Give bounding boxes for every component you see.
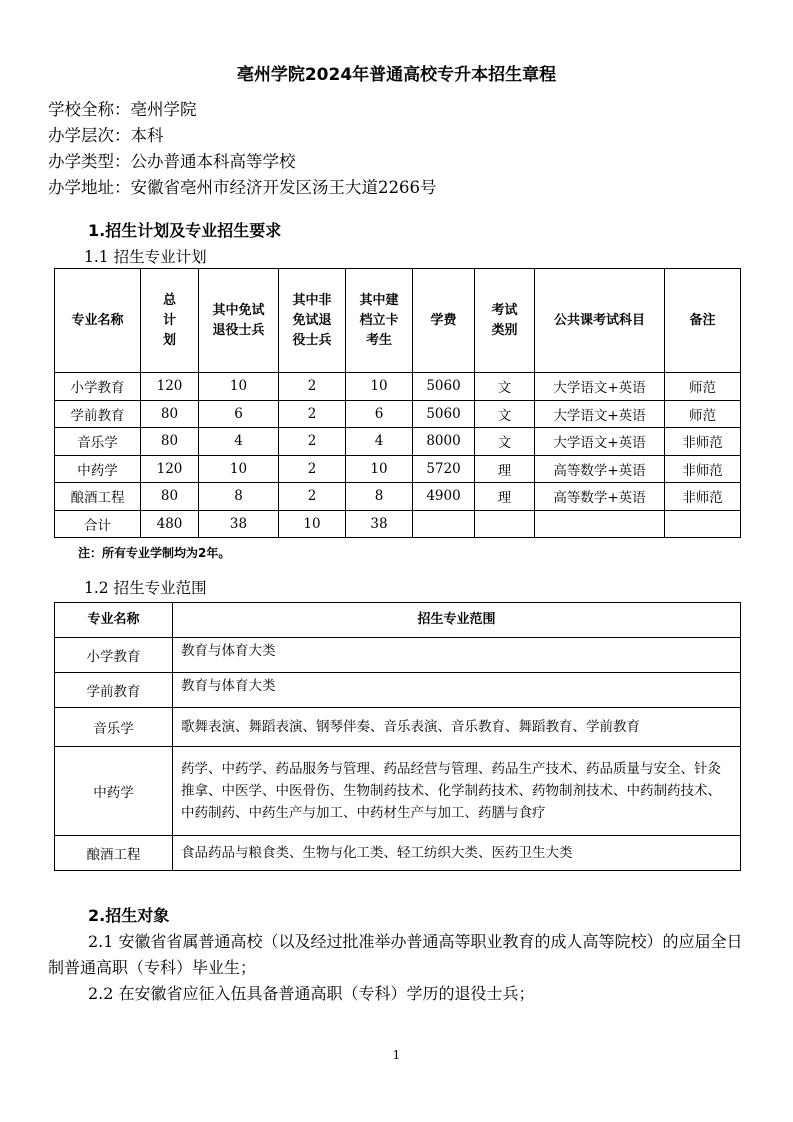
plan-cell: 8: [199, 483, 279, 511]
plan-cell: 6: [346, 400, 413, 428]
plan-header-cell: 备注: [665, 269, 741, 373]
table-row: [55, 483, 741, 511]
range-header-cell: 专业名称: [55, 603, 173, 638]
section1-2-heading: 1.2 招生专业范围: [84, 579, 207, 597]
plan-cell: 2: [279, 373, 346, 401]
section2-heading: 2.招生对象: [88, 906, 170, 925]
school-info: [48, 97, 437, 201]
enrollment-range-table: [54, 602, 741, 871]
plan-cell: 酿酒工程: [55, 483, 141, 511]
range-major-cell: 学前教育: [55, 673, 173, 708]
table-row: [55, 373, 741, 401]
plan-cell: 音乐学: [55, 428, 141, 456]
plan-cell: 8000: [413, 428, 475, 456]
table-row: [55, 708, 741, 747]
plan-cell: 4900: [413, 483, 475, 511]
table-row: [55, 428, 741, 456]
plan-header-cell: 其中免试 退役士兵: [199, 269, 279, 373]
info-full-name: 学校全称：亳州学院: [48, 100, 197, 119]
plan-header-cell: 学费: [413, 269, 475, 373]
table-row: [55, 638, 741, 673]
plan-header-cell: 公共课考试科目: [535, 269, 665, 373]
plan-cell: 38: [346, 510, 413, 538]
plan-cell: 80: [141, 428, 199, 456]
range-major-cell: 小学教育: [55, 638, 173, 673]
info-level: 办学层次：本科: [48, 126, 164, 145]
table-row: [55, 836, 741, 871]
info-type: 办学类型：公办普通本科高等学校: [48, 152, 296, 171]
plan-header-cell: 其中建 档立卡 考生: [346, 269, 413, 373]
plan-note: 注：所有专业学制均为2年。: [78, 546, 231, 560]
plan-cell: 10: [346, 373, 413, 401]
plan-cell: 2: [279, 455, 346, 483]
plan-cell: 大学语文+英语: [535, 428, 665, 456]
plan-header-cell: 考试 类别: [475, 269, 535, 373]
info-address: 办学地址：安徽省亳州市经济开发区汤王大道2266号: [48, 178, 437, 197]
plan-cell: 5060: [413, 400, 475, 428]
table-row: [55, 400, 741, 428]
section1-1-heading: 1.1 招生专业计划: [84, 248, 207, 266]
plan-header-cell: 其中非 免试退 役士兵: [279, 269, 346, 373]
plan-cell: 5720: [413, 455, 475, 483]
section1-heading: 1.招生计划及专业招生要求: [88, 221, 282, 240]
plan-cell: 120: [141, 455, 199, 483]
plan-cell: 文: [475, 400, 535, 428]
page-title: 亳州学院2024年普通高校专升本招生章程: [236, 65, 557, 85]
range-major-cell: 中药学: [55, 747, 173, 836]
plan-header-cell: 总 计 划: [141, 269, 199, 373]
plan-cell: [413, 510, 475, 538]
plan-cell: 学前教育: [55, 400, 141, 428]
plan-cell: 理: [475, 455, 535, 483]
range-scope-cell: 食品药品与粮食类、生物与化工类、轻工纺织大类、医药卫生大类: [173, 836, 741, 871]
plan-cell: 2: [279, 483, 346, 511]
plan-cell: 高等数学+英语: [535, 455, 665, 483]
range-major-cell: 酿酒工程: [55, 836, 173, 871]
table-row: [55, 510, 741, 538]
plan-cell: 非师范: [665, 428, 741, 456]
section2-body: [48, 929, 748, 1007]
plan-cell: 非师范: [665, 455, 741, 483]
plan-cell: 文: [475, 428, 535, 456]
plan-cell: 小学教育: [55, 373, 141, 401]
plan-cell: 师范: [665, 400, 741, 428]
plan-cell: 高等数学+英语: [535, 483, 665, 511]
plan-cell: 中药学: [55, 455, 141, 483]
plan-cell: 理: [475, 483, 535, 511]
plan-cell: 480: [141, 510, 199, 538]
page-number: 1: [392, 1048, 401, 1062]
plan-cell: 80: [141, 483, 199, 511]
plan-cell: 非师范: [665, 483, 741, 511]
plan-cell: 6: [199, 400, 279, 428]
plan-cell: 文: [475, 373, 535, 401]
plan-cell: 2: [279, 428, 346, 456]
plan-cell: 5060: [413, 373, 475, 401]
plan-cell: [665, 510, 741, 538]
range-scope-cell: 教育与体育大类: [173, 673, 741, 708]
plan-cell: 120: [141, 373, 199, 401]
table-row: [55, 455, 741, 483]
plan-cell: [535, 510, 665, 538]
plan-cell: 大学语文+英语: [535, 400, 665, 428]
plan-cell: 大学语文+英语: [535, 373, 665, 401]
table-row: [55, 747, 741, 836]
plan-cell: 合计: [55, 510, 141, 538]
plan-cell: 10: [199, 373, 279, 401]
range-header-cell: 招生专业范围: [173, 603, 741, 638]
table-row: [55, 673, 741, 708]
enrollment-plan-table: [54, 268, 741, 538]
section2-paragraph-1: 2.1 安徽省省属普通高校（以及经过批准举办普通高等职业教育的成人高等院校）的应届全日制普通高职（专科）毕业生；: [48, 932, 743, 977]
plan-cell: 4: [199, 428, 279, 456]
plan-cell: [475, 510, 535, 538]
plan-cell: 4: [346, 428, 413, 456]
range-scope-cell: 药学、中药学、药品服务与管理、药品经营与管理、药品生产技术、药品质量与安全、针灸推拿、中医学、中医骨伤、生物制药技术、化学制药技术、药物制剂技术、中药制药技术、中药制药、中药生产与加工、中药材生产与加工、药膳与食疗: [173, 747, 741, 836]
plan-cell: 38: [199, 510, 279, 538]
range-scope-cell: 教育与体育大类: [173, 638, 741, 673]
plan-cell: 8: [346, 483, 413, 511]
plan-cell: 师范: [665, 373, 741, 401]
range-scope-cell: 歌舞表演、舞蹈表演、钢琴伴奏、音乐表演、音乐教育、舞蹈教育、学前教育: [173, 708, 741, 747]
range-major-cell: 音乐学: [55, 708, 173, 747]
plan-cell: 80: [141, 400, 199, 428]
plan-cell: 10: [346, 455, 413, 483]
plan-header-cell: 专业名称: [55, 269, 141, 373]
plan-cell: 10: [199, 455, 279, 483]
plan-cell: 10: [279, 510, 346, 538]
plan-cell: 2: [279, 400, 346, 428]
section2-paragraph-2: 2.2 在安徽省应征入伍具备普通高职（专科）学历的退役士兵；: [88, 984, 535, 1003]
